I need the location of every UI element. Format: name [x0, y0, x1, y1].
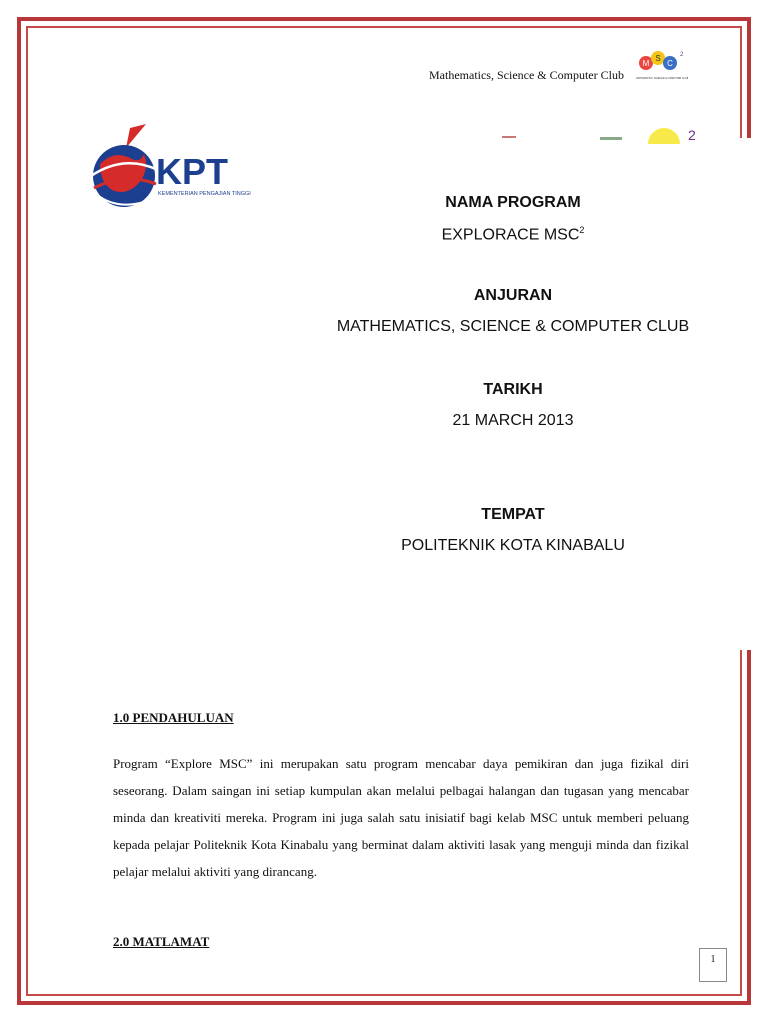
date-label: TARIKH [483, 381, 543, 398]
msc-logo-partial [500, 124, 700, 144]
section-1-body: Program “Explore MSC” ini merupakan satu program mencabar daya pemikiran dan juga fizikal diri seseorang. Dalam saingan ini setiap kumpulan akan melalui pelbagai halangan dan tugasan yang mencabar minda dan kreativiti mereka. Program ini juga salah satu inisiatif bagi kelab MSC untuk memberi peluang kepada pelajar Politeknik Kota Kinabalu yang berminat dalam aktiviti lasak yang menguji minda dan fizikal pelajar melalui aktiviti yang dirancang. [113, 756, 689, 879]
svg-text:2: 2 [680, 52, 684, 58]
kpt-logo [86, 124, 256, 222]
program-name-label: NAMA PROGRAM [445, 194, 581, 211]
msc-logo-letter-s: S [655, 54, 661, 63]
venue-label: TEMPAT [481, 506, 545, 523]
program-name-text: EXPLORACE MSC [441, 226, 580, 244]
msc-logo-letter-m: M [642, 59, 650, 68]
kpt-logo-brand: KPT [156, 151, 228, 192]
kpt-logo-subtitle: KEMENTERIAN PENGAJIAN TINGGI [158, 191, 251, 197]
organizer-label: ANJURAN [473, 287, 553, 304]
program-name-sup: 2 [579, 225, 585, 235]
header-club-name: Mathematics, Science & Computer Club [429, 68, 624, 82]
msc-logo-letter-c: C [667, 59, 673, 68]
section-1-heading: 1.0 PENDAHULUAN [113, 710, 234, 725]
organizer-value: MATHEMATICS, SCIENCE & COMPUTER CLUB [336, 318, 690, 335]
section-2-heading: 2.0 MATLAMAT [113, 934, 210, 949]
date-value: 21 MARCH 2013 [452, 412, 574, 429]
msc-logo-caption: MATHEMATICS, SCIENCE & COMPUTER CLUB [636, 77, 688, 80]
svg-text:2: 2 [688, 127, 696, 143]
venue-value: POLITEKNIK KOTA KINABALU [401, 537, 625, 554]
msc-logo [636, 49, 688, 83]
program-name-value [300, 225, 726, 244]
page-number: 1 [699, 948, 727, 982]
